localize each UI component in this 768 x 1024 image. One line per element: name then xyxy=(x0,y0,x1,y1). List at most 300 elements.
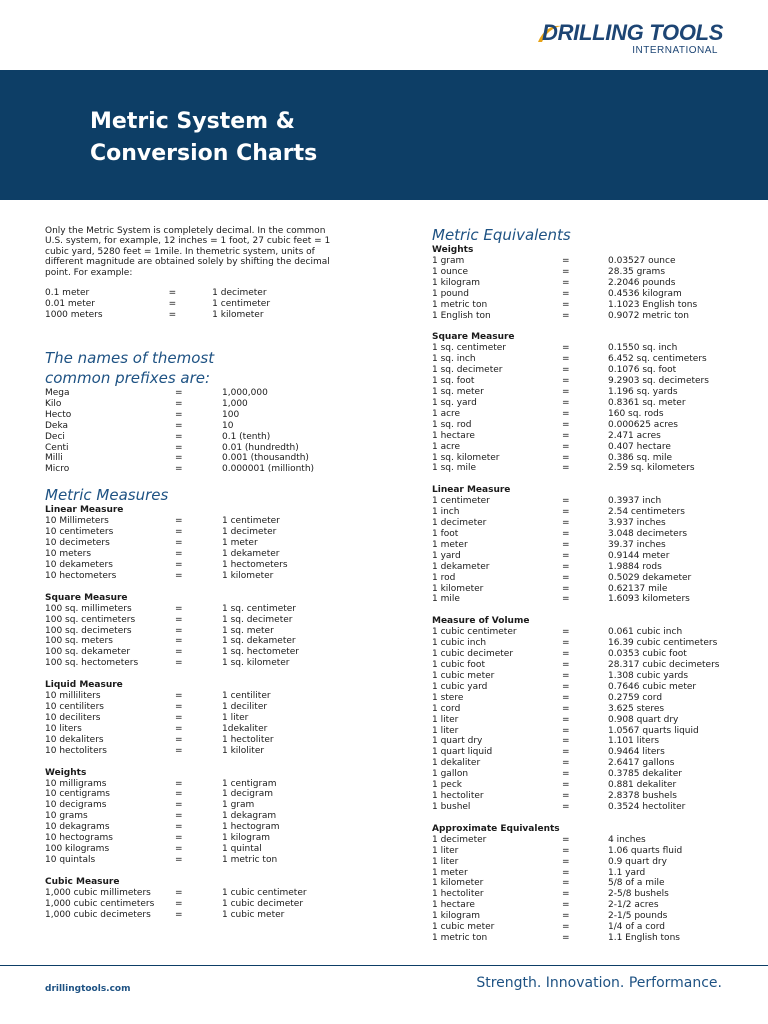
conversion-table xyxy=(45,516,362,581)
unit-cell: Centi xyxy=(45,442,69,453)
conversion-table xyxy=(45,888,362,921)
value-cell: 1.196 sq. yards xyxy=(608,387,678,398)
unit-cell: 10 milliliters xyxy=(45,691,101,702)
value-cell: 0.1550 sq. inch xyxy=(608,343,678,354)
measure-section xyxy=(432,616,748,812)
conversion-table xyxy=(45,604,362,669)
value-cell: 1 sq. centimeter xyxy=(222,603,296,614)
conversion-table xyxy=(432,496,748,605)
value-cell: 1 quintal xyxy=(222,844,262,854)
value-cell: 2-5/8 bushels xyxy=(608,889,669,900)
table-row xyxy=(432,660,748,671)
value-cell: 1 dekameter xyxy=(222,548,280,559)
table-row xyxy=(432,431,748,442)
table-row xyxy=(432,900,748,911)
table-row xyxy=(432,365,748,376)
table-row xyxy=(432,453,748,464)
equals-cell: = xyxy=(562,922,570,933)
value-cell: 1.1 English tons xyxy=(608,932,680,943)
table-row xyxy=(432,420,748,431)
equals-cell: = xyxy=(175,516,183,527)
unit-cell: 1 centimeter xyxy=(432,496,490,507)
unit-cell: 1 sq. rod xyxy=(432,419,472,430)
equals-cell: = xyxy=(562,288,570,299)
value-cell: 1 centimeter xyxy=(222,516,280,527)
equals-cell: = xyxy=(175,398,183,409)
equals-cell: = xyxy=(175,833,183,844)
measure-section xyxy=(45,877,362,921)
prefixes-heading: The names of themost common prefixes are: xyxy=(45,349,215,387)
unit-cell: Mega xyxy=(45,388,70,398)
table-row xyxy=(432,278,748,289)
table-row xyxy=(432,311,748,322)
equals-cell: = xyxy=(175,811,183,822)
table-row xyxy=(432,671,748,682)
section-heading: Cubic Measure xyxy=(45,876,120,887)
value-cell: 28.35 grams xyxy=(608,266,666,277)
equals-cell: = xyxy=(562,441,570,452)
equals-cell: = xyxy=(175,712,183,723)
equals-cell: = xyxy=(562,834,570,845)
unit-cell: 1 acre xyxy=(432,408,461,419)
value-cell: 2.6417 gallons xyxy=(608,758,675,769)
value-cell: 0.000625 acres xyxy=(608,419,678,430)
unit-cell: 100 sq. hectometers xyxy=(45,658,139,669)
value-cell: 160 sq. rods xyxy=(608,408,664,419)
title-banner xyxy=(0,70,768,200)
value-cell: 1 deciliter xyxy=(222,702,268,713)
value-cell: 1 kilometer xyxy=(212,309,264,320)
footer-link[interactable]: drillingtools.com xyxy=(45,984,131,994)
equals-cell: = xyxy=(562,845,570,856)
value-cell: 1 cubic decimeter xyxy=(222,898,304,909)
value-cell: 0.1076 sq. foot xyxy=(608,365,677,376)
value-cell: 0.061 cubic inch xyxy=(608,627,683,638)
table-row xyxy=(45,844,362,855)
table-row xyxy=(45,538,362,549)
value-cell: 1 sq. meter xyxy=(222,625,274,636)
value-cell: 39.37 inches xyxy=(608,539,666,550)
value-cell: 0.407 hectare xyxy=(608,441,671,452)
value-cell: 0.9 quart dry xyxy=(608,856,667,867)
table-row xyxy=(45,702,362,713)
unit-cell: 1 liter xyxy=(432,725,459,736)
section-heading: Linear Measure xyxy=(432,485,511,496)
unit-cell: Deci xyxy=(45,431,65,442)
equals-cell: = xyxy=(175,887,183,898)
measure-section xyxy=(432,332,748,474)
table-row xyxy=(432,562,748,573)
equals-cell: = xyxy=(175,431,183,442)
unit-cell: 0.1 meter xyxy=(45,288,90,299)
table-row xyxy=(432,267,748,278)
unit-cell: 1 liter xyxy=(432,714,459,725)
unit-cell: 10 decigrams xyxy=(45,800,107,811)
unit-cell: 1 metric ton xyxy=(432,932,488,943)
value-cell: 1 centiliter xyxy=(222,691,271,702)
table-row xyxy=(432,551,748,562)
table-row xyxy=(45,789,362,800)
table-row xyxy=(432,354,748,365)
table-row xyxy=(432,682,748,693)
value-cell: 0.000001 (millionth) xyxy=(222,464,315,475)
equals-cell: = xyxy=(175,658,183,669)
table-row xyxy=(432,857,748,868)
table-row xyxy=(45,833,362,844)
unit-cell: 10 quintals xyxy=(45,854,96,865)
value-cell: 1.6093 kilometers xyxy=(608,594,690,605)
value-cell: 16.39 cubic centimeters xyxy=(608,638,718,649)
value-cell: 2.54 centimeters xyxy=(608,507,685,518)
unit-cell: 1 stere xyxy=(432,692,464,703)
unit-cell: Micro xyxy=(45,464,70,475)
value-cell: 1,000,000 xyxy=(222,388,268,398)
section-heading: Weights xyxy=(45,767,87,778)
table-row xyxy=(432,933,748,944)
unit-cell: 10 grams xyxy=(45,811,88,822)
equals-cell: = xyxy=(562,736,570,747)
table-row xyxy=(45,779,362,790)
logo-sub: INTERNATIONAL xyxy=(632,45,718,56)
unit-cell: Hecto xyxy=(45,409,72,420)
unit-cell: 1 cubic decimeter xyxy=(432,649,514,660)
unit-cell: 1 cubic meter xyxy=(432,671,495,681)
value-cell: 3.937 inches xyxy=(608,518,666,529)
value-cell: 28.317 cubic decimeters xyxy=(608,660,720,671)
equals-cell: = xyxy=(175,844,183,854)
intro-block xyxy=(45,226,345,321)
equals-cell: = xyxy=(562,539,570,550)
table-row xyxy=(432,889,748,900)
table-row xyxy=(432,573,748,584)
unit-cell: 1 meter xyxy=(432,867,468,878)
table-row xyxy=(45,421,362,432)
value-cell: 1 hectoliter xyxy=(222,734,274,745)
table-row xyxy=(45,432,362,443)
table-row xyxy=(432,758,748,769)
equals-cell: = xyxy=(175,548,183,559)
unit-cell: Kilo xyxy=(45,398,62,409)
table-row xyxy=(45,464,362,475)
equals-cell: = xyxy=(175,647,183,658)
value-cell: 1 cubic centimeter xyxy=(222,887,307,898)
footer-divider xyxy=(0,965,768,966)
measure-section xyxy=(45,680,362,756)
value-cell: 1 metric ton xyxy=(222,854,278,865)
equals-cell: = xyxy=(562,747,570,758)
unit-cell: 1 cubic foot xyxy=(432,660,485,671)
table-row xyxy=(432,409,748,420)
equals-cell: = xyxy=(175,822,183,833)
unit-cell: 1 bushel xyxy=(432,801,471,812)
value-cell: 1,000 xyxy=(222,398,248,409)
equals-cell: = xyxy=(175,745,183,756)
unit-cell: 10 liters xyxy=(45,723,82,734)
equals-cell: = xyxy=(562,550,570,561)
section-heading: Square Measure xyxy=(432,332,515,343)
unit-cell: 10 milligrams xyxy=(45,778,107,789)
value-cell: 2.59 sq. kilometers xyxy=(608,463,695,474)
value-cell: 1.9884 rods xyxy=(608,561,662,572)
table-row xyxy=(432,289,748,300)
equals-cell: = xyxy=(562,594,570,605)
unit-cell: 1 gram xyxy=(432,256,465,266)
equals-cell: = xyxy=(562,878,570,889)
unit-cell: 1 cord xyxy=(432,703,461,714)
equals-cell: = xyxy=(562,387,570,398)
table-row xyxy=(432,540,748,551)
value-cell: 1 sq. decimeter xyxy=(222,614,293,625)
equals-cell: = xyxy=(562,769,570,780)
unit-cell: 1 cubic yard xyxy=(432,681,488,692)
equals-cell: = xyxy=(562,507,570,518)
conversion-table xyxy=(45,691,362,756)
unit-cell: 1 pound xyxy=(432,288,469,299)
equals-cell: = xyxy=(562,790,570,801)
table-row xyxy=(432,736,748,747)
unit-cell: 1 dekameter xyxy=(432,561,490,572)
metric-equivalents-sections xyxy=(432,245,748,944)
table-row xyxy=(45,746,362,757)
table-row xyxy=(432,638,748,649)
table-row xyxy=(45,615,362,626)
unit-cell: 10 hectometers xyxy=(45,570,117,581)
value-cell: 1 kilometer xyxy=(222,570,274,581)
table-row xyxy=(45,604,362,615)
equals-cell: = xyxy=(562,343,570,354)
equals-cell: = xyxy=(562,496,570,507)
footer-tagline: Strength. Innovation. Performance. xyxy=(476,975,722,991)
unit-cell: 1 ounce xyxy=(432,266,468,277)
table-row xyxy=(432,868,748,879)
value-cell: 0.3524 hectoliter xyxy=(608,801,686,812)
equals-cell: = xyxy=(562,627,570,638)
unit-cell: 1 hectare xyxy=(432,430,475,441)
equals-cell: = xyxy=(562,354,570,365)
unit-cell: 10 centigrams xyxy=(45,789,110,800)
unit-cell: 1 meter xyxy=(432,539,468,550)
section-heading: Weights xyxy=(432,245,474,255)
table-row xyxy=(432,747,748,758)
value-cell: 1.1023 English tons xyxy=(608,299,698,310)
section-heading: Linear Measure xyxy=(45,505,124,516)
value-cell: 1 decimeter xyxy=(222,527,277,538)
equals-cell: = xyxy=(562,638,570,649)
unit-cell: 1 cubic centimeter xyxy=(432,627,517,638)
metric-measures-sections xyxy=(45,505,362,920)
value-cell: 1.0567 quarts liquid xyxy=(608,725,699,736)
unit-cell: 1,000 cubic millimeters xyxy=(45,887,151,898)
value-cell: 1 centigram xyxy=(222,778,277,789)
table-row xyxy=(45,549,362,560)
equals-cell: = xyxy=(562,452,570,463)
prefixes-table xyxy=(45,388,362,475)
equals-cell: = xyxy=(175,614,183,625)
unit-cell: 1 kilogram xyxy=(432,277,481,288)
value-cell: 100 xyxy=(222,409,240,420)
unit-cell: 100 sq. meters xyxy=(45,636,113,647)
table-row xyxy=(432,649,748,660)
measure-section xyxy=(432,245,748,321)
unit-cell: 1 kilogram xyxy=(432,911,481,922)
value-cell: 1.308 cubic yards xyxy=(608,671,689,681)
unit-cell: 100 sq. centimeters xyxy=(45,614,136,625)
table-row xyxy=(45,388,362,399)
equals-cell: = xyxy=(175,778,183,789)
unit-cell: 1 quart liquid xyxy=(432,747,493,758)
value-cell: 0.62137 mile xyxy=(608,583,668,594)
equals-cell: = xyxy=(175,409,183,420)
value-cell: 1.1 yard xyxy=(608,867,646,878)
table-row xyxy=(45,888,362,899)
conversion-table xyxy=(432,256,748,321)
table-row xyxy=(432,256,748,267)
table-row xyxy=(45,626,362,637)
unit-cell: 1 cubic inch xyxy=(432,638,487,649)
table-row xyxy=(432,387,748,398)
table-row xyxy=(432,496,748,507)
equals-cell: = xyxy=(175,800,183,811)
unit-cell: Milli xyxy=(45,453,63,464)
equals-cell: = xyxy=(562,758,570,769)
unit-cell: 100 kilograms xyxy=(45,844,110,854)
table-row xyxy=(45,691,362,702)
table-row xyxy=(45,516,362,527)
equals-cell: = xyxy=(562,256,570,266)
measure-section xyxy=(45,593,362,669)
equals-cell: = xyxy=(562,266,570,277)
equals-cell: = xyxy=(562,660,570,671)
right-column xyxy=(432,225,748,944)
table-row xyxy=(45,310,345,321)
equals-cell: = xyxy=(175,559,183,570)
metric-measures-heading: Metric Measures xyxy=(45,486,169,505)
value-cell: 3.048 decimeters xyxy=(608,529,688,540)
equals-cell: = xyxy=(175,734,183,745)
value-cell: 0.4536 kilogram xyxy=(608,288,682,299)
equals-cell: = xyxy=(175,570,183,581)
table-row xyxy=(432,518,748,529)
value-cell: 1 sq. dekameter xyxy=(222,636,296,647)
unit-cell: 1 foot xyxy=(432,529,459,540)
value-cell: 0.01 (hundredth) xyxy=(222,442,299,453)
unit-cell: 10 deciliters xyxy=(45,712,101,723)
table-row xyxy=(432,442,748,453)
value-cell: 0.2759 cord xyxy=(608,692,663,703)
value-cell: 1 gram xyxy=(222,800,255,811)
unit-cell: 1 kilometer xyxy=(432,583,484,594)
unit-cell: 1 sq. yard xyxy=(432,397,477,408)
unit-cell: 10 hectoliters xyxy=(45,745,107,756)
table-row xyxy=(432,846,748,857)
equals-cell: = xyxy=(562,419,570,430)
equals-cell: = xyxy=(175,898,183,909)
equals-cell: = xyxy=(562,692,570,703)
unit-cell: 1 sq. foot xyxy=(432,376,475,387)
equals-cell: = xyxy=(562,681,570,692)
unit-cell: 10 decimeters xyxy=(45,538,110,549)
unit-cell: 10 meters xyxy=(45,548,92,559)
table-row xyxy=(45,399,362,410)
equals-cell: = xyxy=(175,636,183,647)
table-row xyxy=(45,288,345,299)
table-row xyxy=(432,715,748,726)
unit-cell: 100 sq. millimeters xyxy=(45,603,132,614)
value-cell: 0.1 (tenth) xyxy=(222,431,271,442)
table-row xyxy=(432,584,748,595)
table-row xyxy=(45,647,362,658)
equals-cell: = xyxy=(562,725,570,736)
unit-cell: 1 peck xyxy=(432,780,462,791)
table-row xyxy=(432,835,748,846)
value-cell: 0.7646 cubic meter xyxy=(608,681,697,692)
value-cell: 0.9144 meter xyxy=(608,550,670,561)
equals-cell: = xyxy=(562,671,570,681)
value-cell: 1 cubic meter xyxy=(222,909,285,920)
unit-cell: 1 dekaliter xyxy=(432,758,481,769)
unit-cell: 1 English ton xyxy=(432,310,491,321)
value-cell: 5/8 of a mile xyxy=(608,878,665,889)
value-cell: 0.908 quart dry xyxy=(608,714,679,725)
value-cell: 0.0353 cubic foot xyxy=(608,649,687,660)
equals-cell: = xyxy=(168,309,177,320)
measure-section xyxy=(45,768,362,866)
table-row xyxy=(432,507,748,518)
table-row xyxy=(432,398,748,409)
equals-cell: = xyxy=(562,463,570,474)
table-row xyxy=(432,726,748,737)
table-row xyxy=(45,724,362,735)
equals-cell: = xyxy=(562,376,570,387)
unit-cell: 1 cubic meter xyxy=(432,922,495,933)
table-row xyxy=(45,811,362,822)
equals-cell: = xyxy=(168,288,177,299)
unit-cell: 1 sq. centimeter xyxy=(432,343,506,354)
value-cell: 2.8378 bushels xyxy=(608,790,677,801)
table-row xyxy=(432,594,748,605)
unit-cell: 1 yard xyxy=(432,550,461,561)
value-cell: 1 sq. kilometer xyxy=(222,658,290,669)
equals-cell: = xyxy=(562,408,570,419)
value-cell: 0.3785 dekaliter xyxy=(608,769,682,780)
equals-cell: = xyxy=(562,911,570,922)
unit-cell: 1 liter xyxy=(432,845,459,856)
equals-cell: = xyxy=(175,854,183,865)
measure-section xyxy=(45,505,362,581)
unit-cell: 10 hectograms xyxy=(45,833,113,844)
unit-cell: 1000 meters xyxy=(45,309,103,320)
equals-cell: = xyxy=(175,625,183,636)
unit-cell: 10 Millimeters xyxy=(45,516,109,527)
table-row xyxy=(432,704,748,715)
equals-cell: = xyxy=(562,529,570,540)
table-row xyxy=(45,571,362,582)
table-row xyxy=(432,529,748,540)
conversion-table xyxy=(432,835,748,944)
left-column xyxy=(45,348,362,921)
table-row xyxy=(432,922,748,933)
equals-cell: = xyxy=(562,932,570,943)
unit-cell: 100 sq. dekameter xyxy=(45,647,131,658)
unit-cell: Deka xyxy=(45,420,69,431)
unit-cell: 1 liter xyxy=(432,856,459,867)
equals-cell: = xyxy=(562,277,570,288)
unit-cell: 1,000 cubic centimeters xyxy=(45,898,155,909)
equals-cell: = xyxy=(562,299,570,310)
equals-cell: = xyxy=(562,801,570,812)
value-cell: 2.2046 pounds xyxy=(608,277,676,288)
equals-cell: = xyxy=(562,583,570,594)
